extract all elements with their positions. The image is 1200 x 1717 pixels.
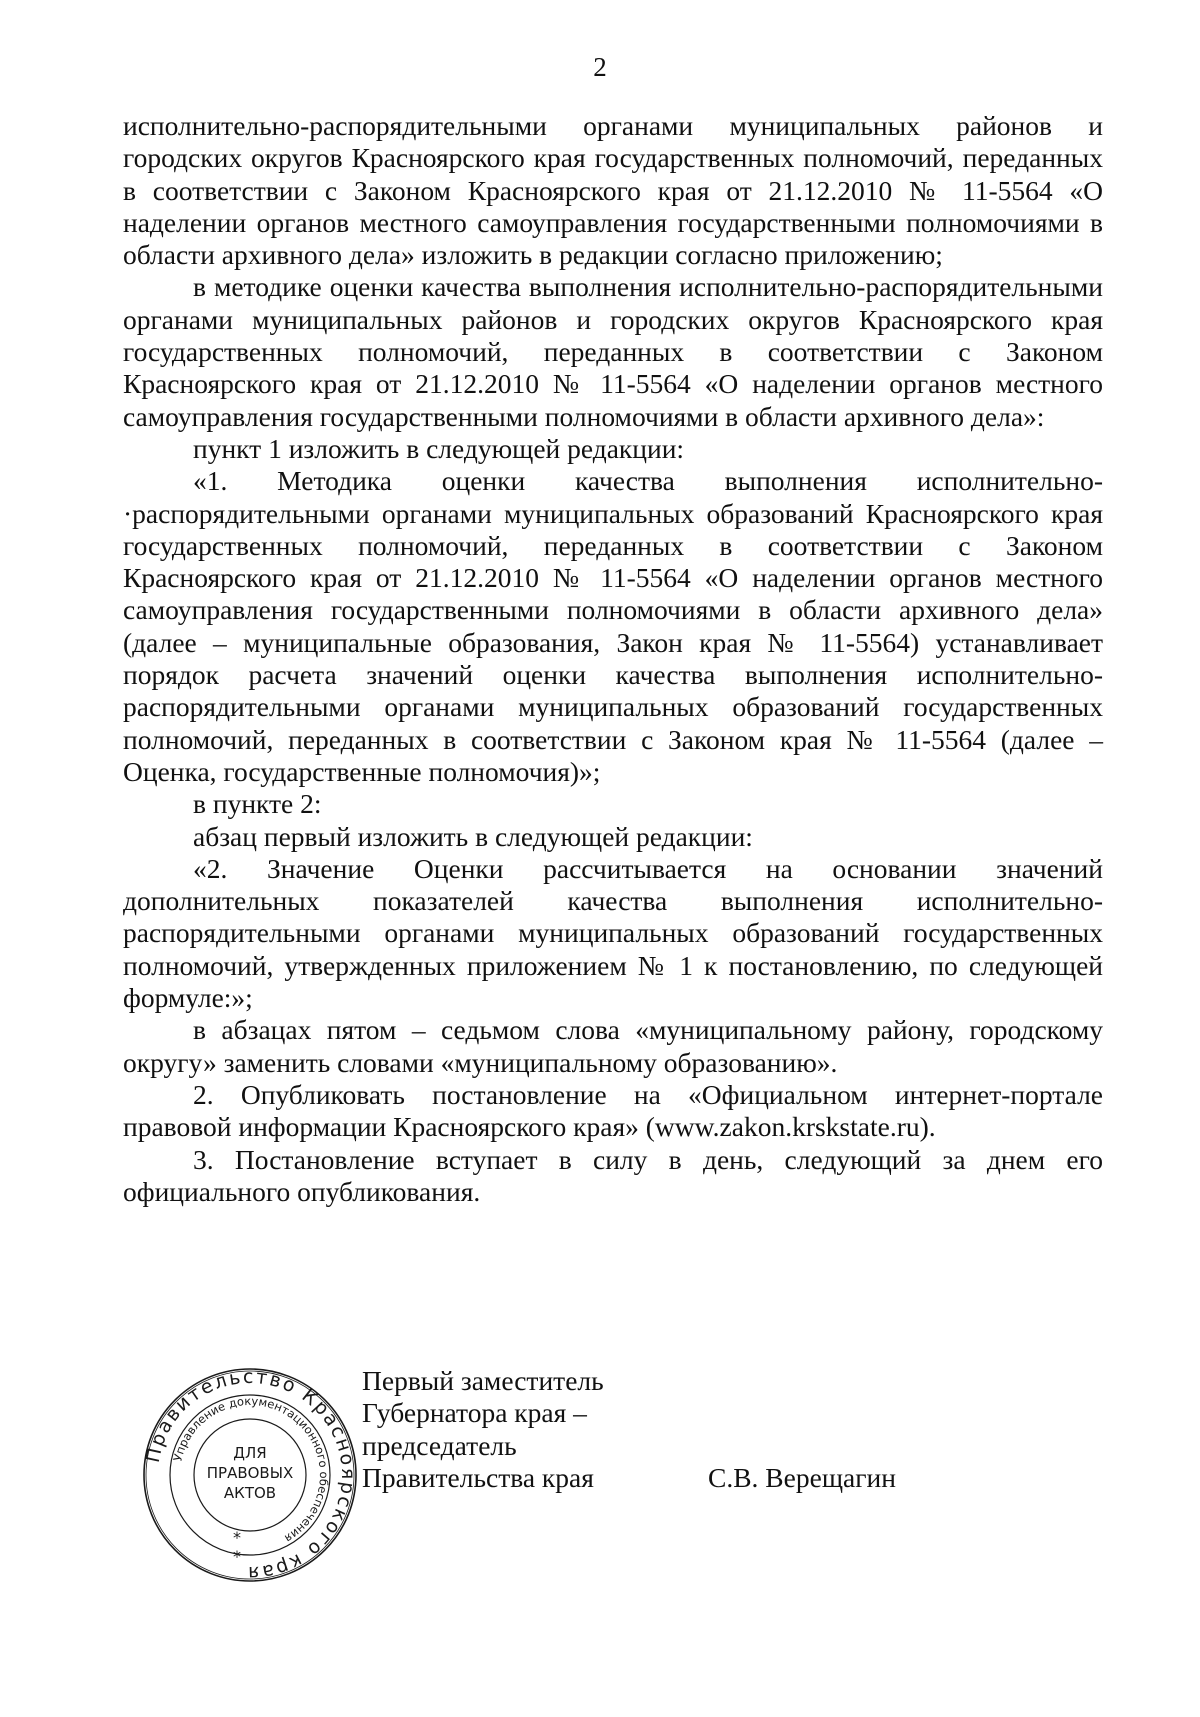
seal-star-2: *	[233, 1547, 241, 1566]
paragraph-3: пункт 1 изложить в следующей редакции:	[193, 432, 685, 464]
document-body	[123, 110, 1103, 1208]
signer-title-line-3: председатель	[362, 1429, 517, 1461]
paragraph-4: «1. Методика оценки качества выполнения исполнительно-·распорядительными органами муниципальных образований Красноярского края государственных полномочий, переданных в соответствии с Законом Красноярского края от 21.12.2010 № 11-5564 «О наделении органов местного самоуправления государственными полномочиями в области архивного дела» (далее – муниципальные образования, Закон края № 11-5564) устанавливает порядок расчета значений оценки качества выполнения исполнительно-распорядительными органами муниципальных образований государственных полномочий, переданных в соответствии с Законом края № 11-5564 (далее – Оценка, государственные полномочия)»;	[123, 465, 1103, 787]
signer-title-line-1: Первый заместитель	[362, 1365, 604, 1396]
seal-star-1: *	[233, 1528, 241, 1547]
seal-inner-text: Управление документационного обеспечения	[170, 1393, 332, 1546]
signer-title-line-4: Правительства края	[362, 1461, 594, 1493]
signer-title	[362, 1365, 604, 1494]
seal-center-line-2: ПРАВОВЫХ	[206, 1464, 294, 1482]
paragraph-2: в методике оценки качества выполнения исполнительно-распорядительными органами муниципальных районов и городских округов Красноярского края государственных полномочий, переданных в соответствии с Законом Красноярского края от 21.12.2010 № 11-5564 «О наделении органов местного самоуправления государственными полномочиями в области архивного дела»:	[123, 271, 1103, 432]
paragraph-10: 3. Постановление вступает в силу в день, следующий за днем его официального опубликования.	[123, 1143, 1103, 1207]
paragraph-1: исполнительно-распорядительными органами муниципальных районов и городских округов Красноярского края государственных полномочий, переданных в соответствии с Законом Красноярского края от 21.12.2010 № 11-5564 «О наделении органов местного самоуправления государственными полномочиями в области архивного дела» изложить в редакции согласно приложению;	[123, 110, 1103, 271]
paragraph-8: в абзацах пятом – седьмом слова «муниципальному району, городскому округу» заменить словами «муниципальному образованию».	[123, 1014, 1103, 1078]
signer-name: С.В. Верещагин	[708, 1462, 896, 1493]
page-number: 2	[593, 52, 607, 82]
seal-outer-text: Правительство Красноярского края	[141, 1365, 360, 1585]
seal-center-line-3: АКТОВ	[223, 1484, 277, 1502]
seal-center-line-1: ДЛЯ	[233, 1444, 267, 1462]
paragraph-6: абзац первый изложить в следующей редакции:	[193, 820, 753, 852]
paragraph-5: в пункте 2:	[193, 788, 322, 820]
paragraph-7: «2. Значение Оценки рассчитывается на основании значений дополнительных показателей качества выполнения исполнительно-распорядительными органами муниципальных образований государственных полномочий, утвержденных приложением № 1 к постановлению, по следующей формуле:»;	[123, 852, 1103, 1014]
paragraph-9: 2. Опубликовать постановление на «Официальном интернет-портале правовой информации Красноярского края» (www.zakon.krskstate.ru).	[123, 1078, 1103, 1143]
signer-title-line-2: Губернатора края –	[362, 1397, 587, 1429]
official-seal	[140, 1365, 360, 1585]
signature-block	[140, 1365, 1080, 1605]
